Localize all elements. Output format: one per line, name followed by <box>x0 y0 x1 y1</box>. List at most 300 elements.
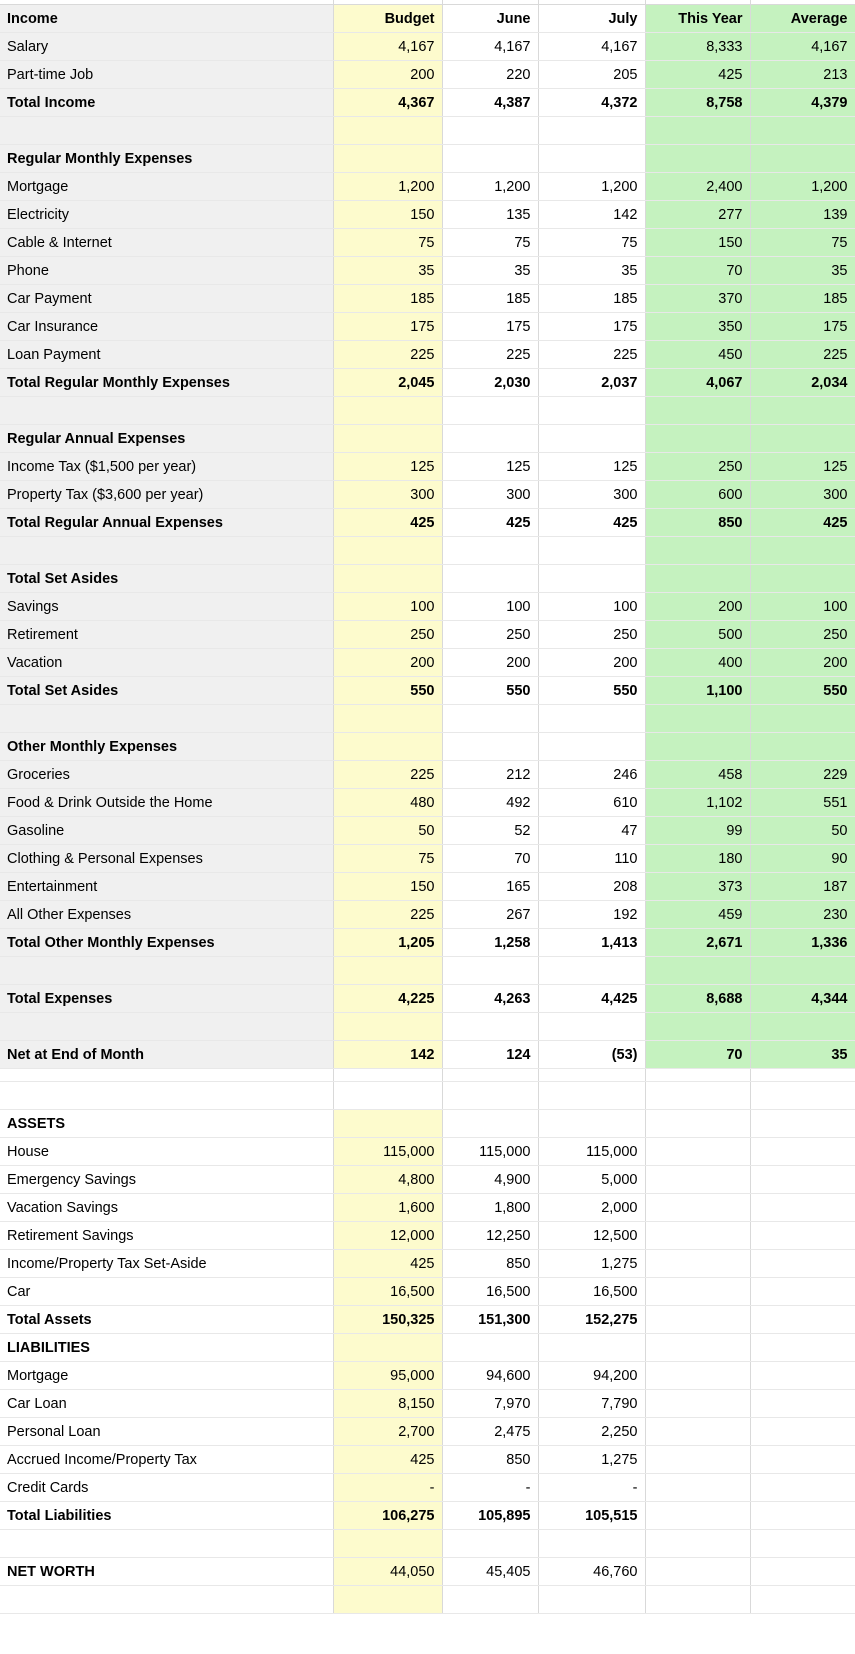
row-label[interactable]: Savings <box>0 593 333 621</box>
value-this_year[interactable]: 2,671 <box>645 929 750 957</box>
value-this_year[interactable]: 1,102 <box>645 789 750 817</box>
value-this_year[interactable]: 99 <box>645 817 750 845</box>
value-this_year[interactable]: 180 <box>645 845 750 873</box>
empty-cell[interactable] <box>0 1530 333 1558</box>
empty-cell[interactable] <box>645 1362 750 1390</box>
empty-cell[interactable] <box>645 1474 750 1502</box>
empty-cell[interactable] <box>750 117 855 145</box>
value-average[interactable]: 139 <box>750 201 855 229</box>
value-this_year[interactable]: 200 <box>645 593 750 621</box>
row-label[interactable]: Credit Cards <box>0 1474 333 1502</box>
value-july[interactable]: 2,000 <box>538 1194 645 1222</box>
value-budget[interactable]: 4,167 <box>333 33 442 61</box>
empty-cell[interactable] <box>645 1502 750 1530</box>
empty-cell[interactable] <box>0 1082 333 1110</box>
empty-cell[interactable] <box>645 1222 750 1250</box>
empty-cell[interactable] <box>442 537 538 565</box>
value-average[interactable]: 4,344 <box>750 985 855 1013</box>
value-budget[interactable]: 115,000 <box>333 1138 442 1166</box>
row-label[interactable]: Total Regular Monthly Expenses <box>0 369 333 397</box>
empty-cell[interactable] <box>750 1530 855 1558</box>
value-june[interactable]: 1,258 <box>442 929 538 957</box>
value-this_year[interactable]: 850 <box>645 509 750 537</box>
value-average[interactable]: 213 <box>750 61 855 89</box>
value-july[interactable]: 550 <box>538 677 645 705</box>
empty-cell[interactable] <box>750 1558 855 1586</box>
value-june[interactable]: 225 <box>442 341 538 369</box>
value-june[interactable]: 212 <box>442 761 538 789</box>
row-label[interactable]: Accrued Income/Property Tax <box>0 1446 333 1474</box>
row-label[interactable]: House <box>0 1138 333 1166</box>
value-june[interactable]: 124 <box>442 1041 538 1069</box>
value-july[interactable]: (53) <box>538 1041 645 1069</box>
empty-cell[interactable] <box>750 565 855 593</box>
value-average[interactable]: 100 <box>750 593 855 621</box>
value-july[interactable]: 142 <box>538 201 645 229</box>
value-june[interactable]: 250 <box>442 621 538 649</box>
value-average[interactable]: 35 <box>750 1041 855 1069</box>
row-label[interactable]: Gasoline <box>0 817 333 845</box>
row-label[interactable]: Total Expenses <box>0 985 333 1013</box>
value-july[interactable]: 205 <box>538 61 645 89</box>
empty-cell[interactable] <box>442 145 538 173</box>
empty-cell[interactable] <box>538 537 645 565</box>
row-label[interactable]: Car Payment <box>0 285 333 313</box>
value-average[interactable]: 1,336 <box>750 929 855 957</box>
value-june[interactable]: 94,600 <box>442 1362 538 1390</box>
empty-cell[interactable] <box>750 537 855 565</box>
empty-cell[interactable] <box>442 1530 538 1558</box>
empty-cell[interactable] <box>645 1250 750 1278</box>
value-this_year[interactable]: 370 <box>645 285 750 313</box>
value-this_year[interactable]: 8,758 <box>645 89 750 117</box>
value-budget[interactable]: 4,800 <box>333 1166 442 1194</box>
value-june[interactable]: 12,250 <box>442 1222 538 1250</box>
empty-cell[interactable] <box>750 957 855 985</box>
value-this_year[interactable]: 450 <box>645 341 750 369</box>
empty-cell[interactable] <box>645 1390 750 1418</box>
empty-cell[interactable] <box>442 1013 538 1041</box>
empty-cell[interactable] <box>442 397 538 425</box>
empty-cell[interactable] <box>538 957 645 985</box>
total-liabilities-label[interactable]: Total Liabilities <box>0 1502 333 1530</box>
value-june[interactable]: 175 <box>442 313 538 341</box>
value-budget[interactable]: 175 <box>333 313 442 341</box>
empty-cell[interactable] <box>538 1082 645 1110</box>
empty-cell[interactable] <box>645 1194 750 1222</box>
value-june[interactable]: 45,405 <box>442 1558 538 1586</box>
row-label[interactable]: Mortgage <box>0 173 333 201</box>
empty-cell[interactable] <box>0 957 333 985</box>
empty-cell[interactable] <box>750 1250 855 1278</box>
value-this_year[interactable]: 70 <box>645 257 750 285</box>
empty-cell[interactable] <box>645 1082 750 1110</box>
value-average[interactable]: 550 <box>750 677 855 705</box>
value-july[interactable] <box>538 1110 645 1138</box>
value-july[interactable]: 75 <box>538 229 645 257</box>
value-this_year[interactable]: 8,688 <box>645 985 750 1013</box>
value-july[interactable]: 4,425 <box>538 985 645 1013</box>
row-label[interactable]: Vacation <box>0 649 333 677</box>
value-budget[interactable]: 35 <box>333 257 442 285</box>
value-june[interactable]: 1,800 <box>442 1194 538 1222</box>
value-budget[interactable]: 1,200 <box>333 173 442 201</box>
value-average[interactable]: 125 <box>750 453 855 481</box>
value-july[interactable]: 2,037 <box>538 369 645 397</box>
value-june[interactable]: 7,970 <box>442 1390 538 1418</box>
empty-cell[interactable] <box>750 1586 855 1614</box>
empty-cell[interactable] <box>645 537 750 565</box>
empty-cell[interactable] <box>333 1082 442 1110</box>
value-june[interactable]: 4,263 <box>442 985 538 1013</box>
row-label[interactable]: Salary <box>0 33 333 61</box>
value-june[interactable]: 4,387 <box>442 89 538 117</box>
value-this_year[interactable]: 500 <box>645 621 750 649</box>
value-july[interactable]: 208 <box>538 873 645 901</box>
empty-cell[interactable] <box>442 957 538 985</box>
value-july[interactable]: 4,372 <box>538 89 645 117</box>
value-july[interactable]: 12,500 <box>538 1222 645 1250</box>
value-budget[interactable]: 142 <box>333 1041 442 1069</box>
empty-cell[interactable] <box>645 1530 750 1558</box>
section-heading[interactable]: Regular Monthly Expenses <box>0 145 333 173</box>
value-budget[interactable]: - <box>333 1474 442 1502</box>
value-this_year[interactable]: 425 <box>645 61 750 89</box>
value-june[interactable]: 185 <box>442 285 538 313</box>
empty-cell[interactable] <box>333 145 442 173</box>
value-budget[interactable]: 425 <box>333 1250 442 1278</box>
value-july[interactable]: 192 <box>538 901 645 929</box>
empty-cell[interactable] <box>333 397 442 425</box>
empty-cell[interactable] <box>750 1306 855 1334</box>
empty-cell[interactable] <box>645 397 750 425</box>
empty-cell[interactable] <box>750 1362 855 1390</box>
row-label[interactable]: Total Regular Annual Expenses <box>0 509 333 537</box>
value-june[interactable]: 75 <box>442 229 538 257</box>
value-budget[interactable]: 75 <box>333 845 442 873</box>
empty-cell[interactable] <box>750 425 855 453</box>
empty-cell[interactable] <box>0 705 333 733</box>
empty-cell[interactable] <box>645 705 750 733</box>
empty-cell[interactable] <box>538 1586 645 1614</box>
value-june[interactable]: - <box>442 1474 538 1502</box>
value-june[interactable]: 151,300 <box>442 1306 538 1334</box>
empty-cell[interactable] <box>750 1390 855 1418</box>
value-july[interactable]: 5,000 <box>538 1166 645 1194</box>
value-budget[interactable]: 1,600 <box>333 1194 442 1222</box>
empty-cell[interactable] <box>0 397 333 425</box>
value-budget[interactable]: 106,275 <box>333 1502 442 1530</box>
value-average[interactable]: 200 <box>750 649 855 677</box>
value-july[interactable] <box>538 1334 645 1362</box>
value-june[interactable]: 492 <box>442 789 538 817</box>
value-average[interactable]: 425 <box>750 509 855 537</box>
value-june[interactable]: 52 <box>442 817 538 845</box>
empty-cell[interactable] <box>538 733 645 761</box>
col-june[interactable]: June <box>442 5 538 33</box>
section-heading[interactable]: Total Set Asides <box>0 565 333 593</box>
value-budget[interactable]: 300 <box>333 481 442 509</box>
value-this_year[interactable]: 600 <box>645 481 750 509</box>
value-july[interactable]: 7,790 <box>538 1390 645 1418</box>
value-july[interactable]: 46,760 <box>538 1558 645 1586</box>
value-june[interactable]: 850 <box>442 1446 538 1474</box>
net-worth-label[interactable]: NET WORTH <box>0 1558 333 1586</box>
value-june[interactable]: 115,000 <box>442 1138 538 1166</box>
value-average[interactable]: 4,167 <box>750 33 855 61</box>
value-average[interactable]: 250 <box>750 621 855 649</box>
value-budget[interactable]: 150,325 <box>333 1306 442 1334</box>
empty-cell[interactable] <box>538 565 645 593</box>
value-average[interactable]: 300 <box>750 481 855 509</box>
value-july[interactable]: 610 <box>538 789 645 817</box>
value-june[interactable]: 2,030 <box>442 369 538 397</box>
liabilities-heading[interactable]: LIABILITIES <box>0 1334 333 1362</box>
empty-cell[interactable] <box>645 1166 750 1194</box>
row-label[interactable]: Net at End of Month <box>0 1041 333 1069</box>
empty-cell[interactable] <box>750 1502 855 1530</box>
value-average[interactable]: 50 <box>750 817 855 845</box>
empty-cell[interactable] <box>750 705 855 733</box>
value-july[interactable]: 300 <box>538 481 645 509</box>
empty-cell[interactable] <box>442 1082 538 1110</box>
section-heading[interactable]: Other Monthly Expenses <box>0 733 333 761</box>
empty-cell[interactable] <box>645 565 750 593</box>
value-july[interactable]: 110 <box>538 845 645 873</box>
value-july[interactable]: 47 <box>538 817 645 845</box>
value-july[interactable]: - <box>538 1474 645 1502</box>
value-july[interactable]: 125 <box>538 453 645 481</box>
empty-cell[interactable] <box>750 733 855 761</box>
empty-cell[interactable] <box>750 1446 855 1474</box>
value-june[interactable]: 100 <box>442 593 538 621</box>
value-budget[interactable]: 125 <box>333 453 442 481</box>
col-average[interactable]: Average <box>750 5 855 33</box>
empty-cell[interactable] <box>645 1138 750 1166</box>
empty-cell[interactable] <box>645 1013 750 1041</box>
empty-cell[interactable] <box>645 1110 750 1138</box>
value-average[interactable]: 1,200 <box>750 173 855 201</box>
value-this_year[interactable]: 373 <box>645 873 750 901</box>
empty-cell[interactable] <box>750 1222 855 1250</box>
empty-cell[interactable] <box>750 1110 855 1138</box>
empty-cell[interactable] <box>0 1013 333 1041</box>
value-budget[interactable]: 2,045 <box>333 369 442 397</box>
empty-cell[interactable] <box>645 1306 750 1334</box>
empty-cell[interactable] <box>645 1558 750 1586</box>
row-label[interactable]: Mortgage <box>0 1362 333 1390</box>
value-budget[interactable]: 185 <box>333 285 442 313</box>
row-label[interactable]: Income Tax ($1,500 per year) <box>0 453 333 481</box>
row-label[interactable]: Income/Property Tax Set-Aside <box>0 1250 333 1278</box>
value-budget[interactable]: 50 <box>333 817 442 845</box>
value-budget[interactable]: 95,000 <box>333 1362 442 1390</box>
value-this_year[interactable]: 459 <box>645 901 750 929</box>
value-this_year[interactable]: 150 <box>645 229 750 257</box>
empty-cell[interactable] <box>442 1586 538 1614</box>
value-june[interactable]: 1,200 <box>442 173 538 201</box>
value-this_year[interactable]: 277 <box>645 201 750 229</box>
row-label[interactable]: Car <box>0 1278 333 1306</box>
empty-cell[interactable] <box>333 705 442 733</box>
value-budget[interactable]: 4,225 <box>333 985 442 1013</box>
value-june[interactable]: 267 <box>442 901 538 929</box>
value-average[interactable]: 225 <box>750 341 855 369</box>
value-this_year[interactable]: 250 <box>645 453 750 481</box>
empty-cell[interactable] <box>333 117 442 145</box>
value-july[interactable]: 175 <box>538 313 645 341</box>
row-label[interactable]: Groceries <box>0 761 333 789</box>
empty-cell[interactable] <box>442 565 538 593</box>
value-this_year[interactable]: 350 <box>645 313 750 341</box>
col-july[interactable]: July <box>538 5 645 33</box>
total-assets-label[interactable]: Total Assets <box>0 1306 333 1334</box>
empty-cell[interactable] <box>645 145 750 173</box>
empty-cell[interactable] <box>645 1418 750 1446</box>
value-july[interactable]: 2,250 <box>538 1418 645 1446</box>
value-average[interactable]: 230 <box>750 901 855 929</box>
row-label[interactable]: Cable & Internet <box>0 229 333 257</box>
empty-cell[interactable] <box>750 1194 855 1222</box>
empty-cell[interactable] <box>538 397 645 425</box>
value-average[interactable]: 75 <box>750 229 855 257</box>
value-this_year[interactable]: 458 <box>645 761 750 789</box>
row-label[interactable]: Vacation Savings <box>0 1194 333 1222</box>
value-june[interactable]: 4,900 <box>442 1166 538 1194</box>
empty-cell[interactable] <box>645 1278 750 1306</box>
value-budget[interactable]: 1,205 <box>333 929 442 957</box>
col-budget[interactable]: Budget <box>333 5 442 33</box>
assets-heading[interactable]: ASSETS <box>0 1110 333 1138</box>
value-june[interactable]: 135 <box>442 201 538 229</box>
empty-cell[interactable] <box>645 957 750 985</box>
value-budget[interactable]: 4,367 <box>333 89 442 117</box>
empty-cell[interactable] <box>333 1013 442 1041</box>
income-header[interactable]: Income <box>0 5 333 33</box>
value-june[interactable]: 35 <box>442 257 538 285</box>
empty-cell[interactable] <box>333 537 442 565</box>
value-budget[interactable]: 75 <box>333 229 442 257</box>
value-this_year[interactable]: 400 <box>645 649 750 677</box>
value-july[interactable]: 105,515 <box>538 1502 645 1530</box>
value-budget[interactable]: 425 <box>333 509 442 537</box>
value-july[interactable]: 246 <box>538 761 645 789</box>
empty-cell[interactable] <box>538 1013 645 1041</box>
value-budget[interactable] <box>333 1334 442 1362</box>
row-label[interactable]: Food & Drink Outside the Home <box>0 789 333 817</box>
value-june[interactable]: 16,500 <box>442 1278 538 1306</box>
value-budget[interactable]: 150 <box>333 873 442 901</box>
value-july[interactable]: 1,413 <box>538 929 645 957</box>
value-average[interactable]: 2,034 <box>750 369 855 397</box>
empty-cell[interactable] <box>333 1586 442 1614</box>
row-label[interactable]: Part-time Job <box>0 61 333 89</box>
row-label[interactable]: Emergency Savings <box>0 1166 333 1194</box>
value-average[interactable]: 35 <box>750 257 855 285</box>
section-heading[interactable]: Regular Annual Expenses <box>0 425 333 453</box>
empty-cell[interactable] <box>750 1418 855 1446</box>
value-june[interactable] <box>442 1110 538 1138</box>
value-average[interactable]: 551 <box>750 789 855 817</box>
row-label[interactable]: Retirement Savings <box>0 1222 333 1250</box>
row-label[interactable]: Phone <box>0 257 333 285</box>
value-budget[interactable]: 200 <box>333 649 442 677</box>
empty-cell[interactable] <box>750 1166 855 1194</box>
value-july[interactable]: 94,200 <box>538 1362 645 1390</box>
value-average[interactable]: 185 <box>750 285 855 313</box>
empty-cell[interactable] <box>750 145 855 173</box>
empty-cell[interactable] <box>750 1082 855 1110</box>
empty-cell[interactable] <box>645 1446 750 1474</box>
value-average[interactable]: 175 <box>750 313 855 341</box>
empty-cell[interactable] <box>442 733 538 761</box>
value-budget[interactable]: 225 <box>333 901 442 929</box>
value-july[interactable]: 250 <box>538 621 645 649</box>
empty-cell[interactable] <box>750 1013 855 1041</box>
value-this_year[interactable]: 70 <box>645 1041 750 1069</box>
empty-cell[interactable] <box>538 117 645 145</box>
value-budget[interactable]: 225 <box>333 341 442 369</box>
empty-cell[interactable] <box>333 1530 442 1558</box>
value-average[interactable]: 4,379 <box>750 89 855 117</box>
value-budget[interactable]: 425 <box>333 1446 442 1474</box>
empty-cell[interactable] <box>538 145 645 173</box>
value-june[interactable]: 425 <box>442 509 538 537</box>
value-july[interactable]: 16,500 <box>538 1278 645 1306</box>
value-average[interactable]: 229 <box>750 761 855 789</box>
empty-cell[interactable] <box>750 1474 855 1502</box>
value-budget[interactable]: 550 <box>333 677 442 705</box>
value-june[interactable]: 850 <box>442 1250 538 1278</box>
empty-cell[interactable] <box>333 425 442 453</box>
value-july[interactable]: 100 <box>538 593 645 621</box>
value-july[interactable]: 4,167 <box>538 33 645 61</box>
empty-cell[interactable] <box>645 425 750 453</box>
value-budget[interactable]: 250 <box>333 621 442 649</box>
value-budget[interactable]: 200 <box>333 61 442 89</box>
value-june[interactable]: 125 <box>442 453 538 481</box>
value-this_year[interactable]: 8,333 <box>645 33 750 61</box>
row-label[interactable]: Electricity <box>0 201 333 229</box>
row-label[interactable]: Total Set Asides <box>0 677 333 705</box>
value-june[interactable]: 200 <box>442 649 538 677</box>
value-budget[interactable] <box>333 1110 442 1138</box>
value-june[interactable]: 2,475 <box>442 1418 538 1446</box>
value-this_year[interactable]: 2,400 <box>645 173 750 201</box>
empty-cell[interactable] <box>645 1334 750 1362</box>
value-budget[interactable]: 8,150 <box>333 1390 442 1418</box>
row-label[interactable]: Property Tax ($3,600 per year) <box>0 481 333 509</box>
value-budget[interactable]: 480 <box>333 789 442 817</box>
value-june[interactable]: 165 <box>442 873 538 901</box>
row-label[interactable]: Car Insurance <box>0 313 333 341</box>
value-july[interactable]: 1,275 <box>538 1446 645 1474</box>
value-june[interactable] <box>442 1334 538 1362</box>
value-june[interactable]: 4,167 <box>442 33 538 61</box>
empty-cell[interactable] <box>0 1586 333 1614</box>
row-label[interactable]: Total Income <box>0 89 333 117</box>
value-july[interactable]: 425 <box>538 509 645 537</box>
value-july[interactable]: 185 <box>538 285 645 313</box>
value-budget[interactable]: 16,500 <box>333 1278 442 1306</box>
empty-cell[interactable] <box>645 733 750 761</box>
value-july[interactable]: 35 <box>538 257 645 285</box>
value-budget[interactable]: 12,000 <box>333 1222 442 1250</box>
row-label[interactable]: All Other Expenses <box>0 901 333 929</box>
row-label[interactable]: Retirement <box>0 621 333 649</box>
value-budget[interactable]: 150 <box>333 201 442 229</box>
value-budget[interactable]: 44,050 <box>333 1558 442 1586</box>
